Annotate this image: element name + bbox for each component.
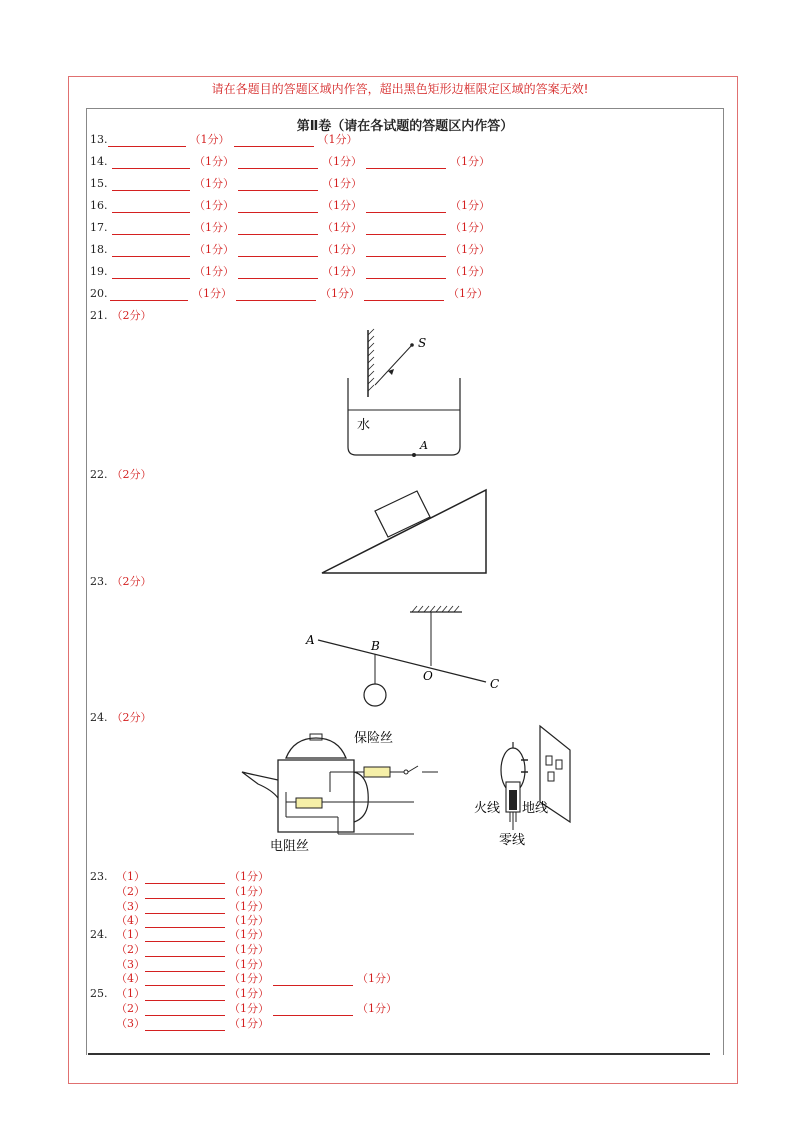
question-19-row bbox=[90, 265, 494, 279]
label-b: B bbox=[371, 639, 380, 653]
question-number: 14. bbox=[90, 155, 108, 168]
answer-blank[interactable] bbox=[366, 267, 446, 279]
question-number: 20. bbox=[90, 287, 108, 300]
answer-blank[interactable] bbox=[366, 245, 446, 257]
points-label: （1分） bbox=[317, 133, 358, 146]
label-c: C bbox=[490, 677, 500, 691]
question-number: 24. bbox=[90, 711, 108, 724]
answer-blank[interactable] bbox=[234, 135, 314, 147]
answer-blank[interactable] bbox=[145, 930, 225, 942]
question-20-row bbox=[90, 287, 492, 301]
item-number: （4） bbox=[116, 914, 145, 927]
question-23-row bbox=[90, 575, 156, 589]
part2-question-24-item-4 bbox=[116, 972, 401, 986]
points-label: （1分） bbox=[194, 155, 234, 168]
points-label: （2分） bbox=[111, 309, 152, 322]
points-label: （1分） bbox=[322, 265, 362, 278]
points-label: （1分） bbox=[194, 199, 234, 212]
points-label: （1分） bbox=[229, 900, 269, 913]
part2-question-23-item-2 bbox=[116, 885, 273, 899]
answer-blank[interactable] bbox=[110, 289, 188, 301]
points-label: （1分） bbox=[194, 243, 234, 256]
section-title: 第Ⅱ卷（请在各试题的答题区内作答） bbox=[296, 119, 514, 134]
figure-lever bbox=[300, 600, 510, 710]
label-fuse: 保险丝 bbox=[354, 731, 394, 746]
label-s: S bbox=[418, 336, 427, 350]
points-label: （1分） bbox=[322, 243, 362, 256]
points-label: （1分） bbox=[229, 1002, 269, 1015]
item-number: （1） bbox=[116, 870, 145, 883]
question-15-row bbox=[90, 177, 366, 191]
points-label: （1分） bbox=[357, 1002, 397, 1015]
question-24-row bbox=[90, 711, 156, 725]
points-label: （1分） bbox=[192, 287, 232, 300]
label-earth-wire: 地线 bbox=[522, 801, 549, 816]
points-label: （1分） bbox=[450, 221, 490, 234]
answer-blank[interactable] bbox=[145, 916, 225, 928]
label-a: A bbox=[306, 633, 315, 647]
answer-blank[interactable] bbox=[273, 1004, 353, 1016]
answer-blank[interactable] bbox=[112, 201, 190, 213]
points-label: （1分） bbox=[229, 943, 269, 956]
item-number: （1） bbox=[116, 987, 145, 1000]
points-label: （1分） bbox=[450, 199, 490, 212]
question-number: 15. bbox=[90, 177, 108, 190]
warning-text: 请在各题目的答题区域内作答，超出黑色矩形边框限定区域的答案无效! bbox=[211, 82, 589, 96]
points-label: （1分） bbox=[450, 243, 490, 256]
question-17-row bbox=[90, 221, 494, 235]
answer-blank[interactable] bbox=[366, 157, 446, 169]
answer-blank[interactable] bbox=[364, 289, 444, 301]
answer-blank[interactable] bbox=[145, 960, 225, 972]
item-number: （2） bbox=[116, 885, 145, 898]
item-number: （3） bbox=[116, 1017, 145, 1030]
label-resistor: 电阻丝 bbox=[270, 839, 310, 854]
points-label: （1分） bbox=[229, 987, 269, 1000]
question-number: 22. bbox=[90, 468, 108, 481]
points-label: （1分） bbox=[229, 958, 269, 971]
points-label: （1分） bbox=[194, 221, 234, 234]
points-label: （1分） bbox=[357, 972, 397, 985]
part2-question-25-item-3 bbox=[116, 1017, 273, 1031]
answer-blank[interactable] bbox=[145, 974, 225, 986]
points-label: （2分） bbox=[111, 468, 152, 481]
question-number: 24. bbox=[90, 928, 108, 941]
question-number: 19. bbox=[90, 265, 108, 278]
question-number: 13. bbox=[90, 133, 108, 146]
points-label: （1分） bbox=[322, 177, 362, 190]
label-live-wire: 火线 bbox=[474, 801, 501, 816]
answer-blank[interactable] bbox=[366, 201, 446, 213]
points-label: （1分） bbox=[229, 914, 269, 927]
points-label: （2分） bbox=[111, 711, 152, 724]
points-label: （1分） bbox=[450, 265, 490, 278]
question-number: 16. bbox=[90, 199, 108, 212]
part2-question-23-item-3 bbox=[116, 900, 273, 914]
label-neutral-wire: 零线 bbox=[499, 833, 526, 848]
points-label: （1分） bbox=[194, 177, 234, 190]
question-number: 17. bbox=[90, 221, 108, 234]
item-number: （3） bbox=[116, 900, 145, 913]
figure-block-on-incline bbox=[318, 485, 493, 580]
answer-blank[interactable] bbox=[112, 267, 190, 279]
answer-blank[interactable] bbox=[145, 989, 225, 1001]
item-number: （4） bbox=[116, 972, 145, 985]
part2-question-24-item-1 bbox=[90, 928, 273, 942]
points-label: （1分） bbox=[229, 928, 269, 941]
question-21-row bbox=[90, 309, 156, 323]
answer-blank[interactable] bbox=[236, 289, 316, 301]
part2-question-25-item-1 bbox=[90, 987, 273, 1001]
part2-question-24-item-3 bbox=[116, 958, 273, 972]
item-number: （1） bbox=[116, 928, 145, 941]
answer-blank[interactable] bbox=[238, 179, 318, 191]
part2-question-25-item-2 bbox=[116, 1002, 401, 1016]
question-number: 21. bbox=[90, 309, 108, 322]
answer-blank[interactable] bbox=[145, 1004, 225, 1016]
points-label: （1分） bbox=[189, 133, 230, 146]
label-a: A bbox=[420, 439, 428, 452]
figure-mirror-water bbox=[330, 325, 480, 465]
question-22-row bbox=[90, 468, 156, 482]
answer-blank[interactable] bbox=[112, 157, 190, 169]
part2-question-24-item-2 bbox=[116, 943, 273, 957]
points-label: （1分） bbox=[450, 155, 490, 168]
points-label: （1分） bbox=[322, 221, 362, 234]
question-16-row bbox=[90, 199, 494, 213]
answer-blank[interactable] bbox=[238, 267, 318, 279]
points-label: （1分） bbox=[229, 972, 269, 985]
answer-blank[interactable] bbox=[238, 157, 318, 169]
points-label: （1分） bbox=[322, 199, 362, 212]
question-number: 18. bbox=[90, 243, 108, 256]
points-label: （1分） bbox=[448, 287, 488, 300]
answer-area-bottom-line bbox=[88, 1053, 710, 1055]
answer-blank[interactable] bbox=[108, 135, 186, 147]
answer-blank[interactable] bbox=[145, 1019, 225, 1031]
answer-blank[interactable] bbox=[366, 223, 446, 235]
part2-question-23-item-4 bbox=[116, 914, 273, 928]
points-label: （2分） bbox=[111, 575, 152, 588]
points-label: （1分） bbox=[229, 870, 269, 883]
answer-blank[interactable] bbox=[112, 223, 190, 235]
label-o: O bbox=[423, 669, 433, 683]
question-18-row bbox=[90, 243, 494, 257]
item-number: （2） bbox=[116, 1002, 145, 1015]
label-water: 水 bbox=[357, 418, 371, 433]
item-number: （3） bbox=[116, 958, 145, 971]
part2-question-23-item-1 bbox=[90, 870, 273, 884]
points-label: （1分） bbox=[229, 1017, 269, 1030]
answer-blank[interactable] bbox=[112, 179, 190, 191]
item-number: （2） bbox=[116, 943, 145, 956]
question-14-row bbox=[90, 155, 494, 169]
question-number: 23. bbox=[90, 870, 108, 883]
answer-blank[interactable] bbox=[238, 245, 318, 257]
answer-blank[interactable] bbox=[145, 902, 225, 914]
question-number: 25. bbox=[90, 987, 108, 1000]
answer-blank[interactable] bbox=[145, 887, 225, 899]
answer-blank[interactable] bbox=[145, 945, 225, 957]
answer-blank[interactable] bbox=[238, 201, 318, 213]
points-label: （1分） bbox=[229, 885, 269, 898]
question-13-row bbox=[90, 133, 362, 147]
answer-blank[interactable] bbox=[238, 223, 318, 235]
points-label: （1分） bbox=[322, 155, 362, 168]
answer-blank[interactable] bbox=[273, 974, 353, 986]
points-label: （1分） bbox=[320, 287, 360, 300]
answer-blank[interactable] bbox=[145, 872, 225, 884]
points-label: （1分） bbox=[194, 265, 234, 278]
answer-blank[interactable] bbox=[112, 245, 190, 257]
question-number: 23. bbox=[90, 575, 108, 588]
figure-kettle-circuit bbox=[238, 722, 578, 857]
